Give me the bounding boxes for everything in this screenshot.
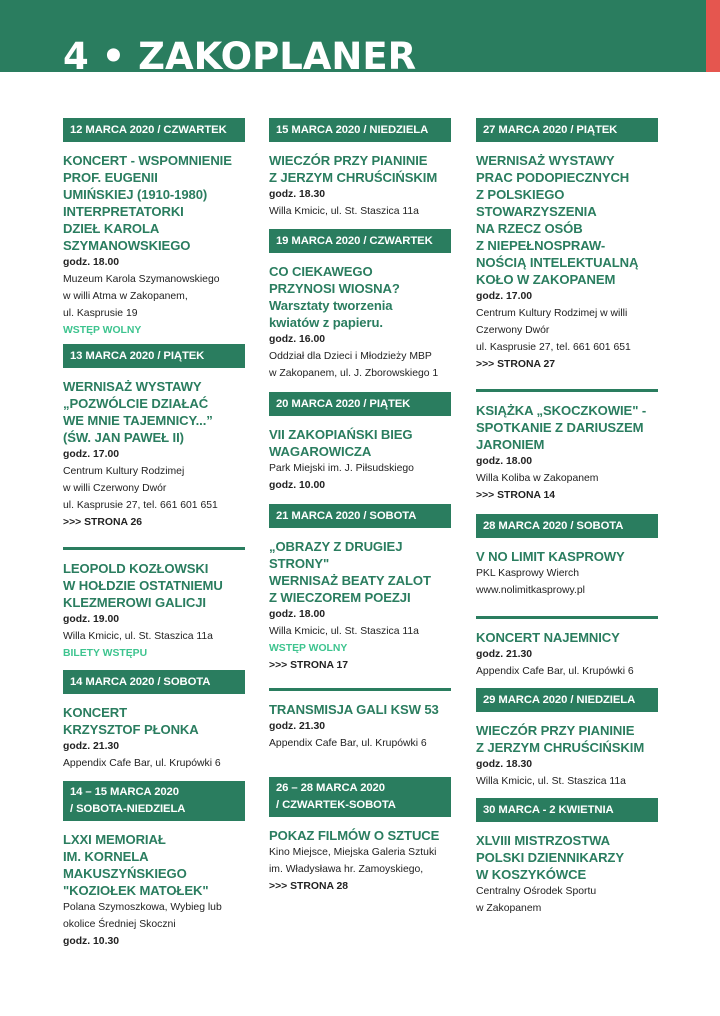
- event-divider: [63, 547, 245, 550]
- event-time: godz. 21.30: [63, 741, 120, 752]
- event-title-line: INTERPRETATORKI: [63, 204, 184, 219]
- event-time: godz. 18.00: [476, 456, 533, 467]
- event-title-line: NOŚCIĄ INTELEKTUALNĄ: [476, 255, 639, 270]
- event-title-line: STRONY": [269, 556, 330, 571]
- event-item: [269, 688, 451, 752]
- event-title-line: IM. KORNELA: [63, 849, 149, 864]
- event-page-reference: >>> STRONA 26: [63, 517, 143, 528]
- event-venue-line: Appendix Cafe Bar, ul. Krupówki 6: [269, 738, 427, 749]
- event-date-badge: 21 MARCA 2020 / SOBOTA: [269, 504, 451, 528]
- event-item: [269, 118, 451, 220]
- event-title-line: UMIŃSKIEJ (1910-1980): [63, 187, 208, 202]
- event-admission-note: BILETY WSTĘPU: [63, 648, 148, 659]
- event-title: [269, 701, 451, 718]
- event-item: [476, 688, 658, 790]
- event-title-line: W KOSZYKÓWCE: [476, 867, 587, 882]
- event-title: [269, 263, 451, 331]
- event-venue-line: okolice Średniej Skoczni: [63, 919, 176, 930]
- header-accent: [706, 0, 720, 72]
- event-venue-line: ul. Kasprusie 27, tel. 661 601 651: [63, 500, 218, 511]
- event-title-line: WE MNIE TAJEMNICY...”: [63, 413, 213, 428]
- event-title-line: WERNISAŻ BEATY ZALOT: [269, 573, 431, 588]
- event-title: [269, 538, 451, 606]
- event-title-line: PRZYNOSI WIOSNA?: [269, 281, 400, 296]
- event-time: godz. 18.30: [476, 759, 533, 770]
- event-date-badge: 27 MARCA 2020 / PIĄTEK: [476, 118, 658, 142]
- event-venue-line: ul. Kasprusie 27, tel. 661 601 651: [476, 342, 631, 353]
- event-time: godz. 21.30: [269, 721, 326, 732]
- event-title-line: SZYMANOWSKIEGO: [63, 238, 191, 253]
- event-title-line: KONCERT NAJEMNICY: [476, 630, 620, 645]
- event-title-line: V NO LIMIT KASPROWY: [476, 549, 625, 564]
- event-title-line: XLVIII MISTRZOSTWA: [476, 833, 610, 848]
- event-page-reference: >>> STRONA 28: [269, 881, 349, 892]
- event-title-line: MAKUSZYŃSKIEGO: [63, 866, 187, 881]
- event-title-line: PROF. EUGENII: [63, 170, 158, 185]
- event-item: [476, 389, 658, 504]
- event-title-line: „POZWÓLCIE DZIAŁAĆ: [63, 396, 209, 411]
- event-date-badge: 20 MARCA 2020 / PIĄTEK: [269, 392, 451, 416]
- event-title: [476, 722, 658, 756]
- event-page-reference: >>> STRONA 17: [269, 660, 349, 671]
- event-divider: [476, 616, 658, 619]
- event-venue-line: im. Władysława hr. Zamoyskiego,: [269, 864, 424, 875]
- event-title: [476, 402, 658, 453]
- event-title-line: POKAZ FILMÓW O SZTUCE: [269, 828, 440, 843]
- event-item: [476, 616, 658, 680]
- event-title-line: Warsztaty tworzenia: [269, 298, 393, 313]
- event-venue-line: Oddział dla Dzieci i Młodzieży MBP: [269, 351, 432, 362]
- event-page-reference: >>> STRONA 14: [476, 490, 556, 501]
- event-time: godz. 18.00: [269, 609, 326, 620]
- event-date-badge: 30 MARCA - 2 KWIETNIA: [476, 798, 658, 822]
- event-date-line: / SOBOTA-NIEDZIELA: [70, 803, 186, 815]
- event-time: godz. 10.30: [63, 936, 120, 947]
- event-title-line: Z JERZYM CHRUŚCIŃSKIM: [269, 170, 438, 185]
- event-item: [269, 504, 451, 674]
- event-venue-line: Willa Kmicic, ul. St. Staszica 11a: [476, 776, 626, 787]
- event-title: [269, 827, 451, 844]
- event-admission-note: WSTĘP WOLNY: [269, 643, 348, 654]
- event-title-line: Z WIECZOREM POEZJI: [269, 590, 411, 605]
- event-item: [63, 781, 245, 950]
- event-title: [269, 426, 451, 460]
- event-venue-line: w willi Atma w Zakopanem,: [63, 291, 188, 302]
- event-title-line: "KOZIOŁEK MATOŁEK": [63, 883, 209, 898]
- event-title: [63, 152, 245, 254]
- event-title: [63, 560, 245, 611]
- event-item: [476, 798, 658, 917]
- event-title-line: (ŚW. JAN PAWEŁ II): [63, 430, 184, 445]
- event-item: [63, 118, 245, 339]
- event-date-line: 26 – 28 MARCA 2020: [276, 782, 385, 794]
- event-title-line: WERNISAŻ WYSTAWY: [476, 153, 615, 168]
- event-title: [476, 629, 658, 646]
- event-title-line: KLEZMEROWI GALICJI: [63, 595, 206, 610]
- event-divider: [269, 688, 451, 691]
- event-time: godz. 21.30: [476, 649, 533, 660]
- event-title: [476, 832, 658, 883]
- event-venue-line: w willi Czerwony Dwór: [63, 483, 167, 494]
- event-title-line: WIECZÓR PRZY PIANINIE: [476, 723, 635, 738]
- event-venue-line: Willa Kmicic, ul. St. Staszica 11a: [269, 626, 419, 637]
- event-title-line: TRANSMISJA GALI KSW 53: [269, 702, 439, 717]
- event-venue-line: Kino Miejsce, Miejska Galeria Sztuki: [269, 847, 437, 858]
- event-venue-line: PKL Kasprowy Wierch: [476, 568, 579, 579]
- event-venue-line: Muzeum Karola Szymanowskiego: [63, 274, 220, 285]
- event-title-line: KONCERT - WSPOMNIENIE: [63, 153, 232, 168]
- event-time: godz. 17.00: [63, 449, 120, 460]
- event-title: [476, 548, 658, 565]
- event-title-line: KSIĄŻKA „SKOCZKOWIE" -: [476, 403, 647, 418]
- event-title-line: Z JERZYM CHRUŚCIŃSKIM: [476, 740, 645, 755]
- event-title-line: WERNISAŻ WYSTAWY: [63, 379, 202, 394]
- event-title-line: VII ZAKOPIAŃSKI BIEG: [269, 427, 413, 442]
- event-item: [476, 514, 658, 599]
- event-title-line: KOŁO W ZAKOPANEM: [476, 272, 616, 287]
- event-title: [63, 704, 245, 738]
- event-item: [63, 547, 245, 662]
- event-title-line: Z POLSKIEGO: [476, 187, 565, 202]
- event-venue-line: www.nolimitkasprowy.pl: [476, 585, 585, 596]
- event-venue-line: Centrum Kultury Rodzimej: [63, 466, 185, 477]
- event-title-line: PRAC PODOPIECZNYCH: [476, 170, 630, 185]
- event-title-line: NA RZECZ OSÓB: [476, 221, 583, 236]
- event-title-line: DZIEŁ KAROLA: [63, 221, 160, 236]
- page-title: 4 • ZAKOPLANER: [63, 35, 417, 72]
- event-title-line: WAGAROWICZA: [269, 444, 372, 459]
- event-admission-note: WSTĘP WOLNY: [63, 325, 142, 336]
- event-time: godz. 16.00: [269, 334, 326, 345]
- event-venue-line: w Zakopanem, ul. J. Zborowskiego 1: [269, 368, 439, 379]
- event-time: godz. 17.00: [476, 291, 533, 302]
- event-title-line: kwiatów z papieru.: [269, 315, 383, 330]
- event-time: godz. 18.00: [63, 257, 120, 268]
- event-title: [63, 378, 245, 446]
- event-title-line: KONCERT: [63, 705, 128, 720]
- event-title-line: CO CIEKAWEGO: [269, 264, 373, 279]
- event-venue-line: Willa Kmicic, ul. St. Staszica 11a: [63, 631, 213, 642]
- event-title-line: „OBRAZY Z DRUGIEJ: [269, 539, 403, 554]
- event-title-line: W HOŁDZIE OSTATNIEMU: [63, 578, 223, 593]
- event-title-line: WIECZÓR PRZY PIANINIE: [269, 153, 428, 168]
- event-date-badge: 14 MARCA 2020 / SOBOTA: [63, 670, 245, 694]
- event-date-badge: 19 MARCA 2020 / CZWARTEK: [269, 229, 451, 253]
- event-date-badge: 15 MARCA 2020 / NIEDZIELA: [269, 118, 451, 142]
- event-title-line: Z NIEPEŁNOSPRAW-: [476, 238, 606, 253]
- event-page-reference: >>> STRONA 27: [476, 359, 556, 370]
- event-divider: [476, 389, 658, 392]
- event-title-line: STOWARZYSZENIA: [476, 204, 597, 219]
- event-title-line: LEOPOLD KOZŁOWSKI: [63, 561, 209, 576]
- event-item: [269, 392, 451, 494]
- event-venue-line: Park Miejski im. J. Piłsudskiego: [269, 463, 414, 474]
- event-venue-line: Czerwony Dwór: [476, 325, 550, 336]
- event-date-badge: 12 MARCA 2020 / CZWARTEK: [63, 118, 245, 142]
- header-bar: [0, 0, 706, 72]
- event-item: [476, 118, 658, 373]
- event-venue-line: ul. Kasprusie 19: [63, 308, 138, 319]
- event-title: [63, 831, 245, 899]
- event-title: [476, 152, 658, 288]
- event-time: godz. 18.30: [269, 189, 326, 200]
- event-date-badge: 13 MARCA 2020 / PIĄTEK: [63, 344, 245, 368]
- event-item: [269, 777, 451, 895]
- event-date-line: / CZWARTEK-SOBOTA: [276, 799, 396, 811]
- event-date-badge: [269, 777, 451, 817]
- event-date-badge: [63, 781, 245, 821]
- event-time: godz. 19.00: [63, 614, 120, 625]
- event-venue-line: Appendix Cafe Bar, ul. Krupówki 6: [476, 666, 634, 677]
- event-venue-line: Polana Szymoszkowa, Wybieg lub: [63, 902, 222, 913]
- event-title-line: POLSKI DZIENNIKARZY: [476, 850, 624, 865]
- event-title-line: LXXI MEMORIAŁ: [63, 832, 166, 847]
- event-date-badge: 29 MARCA 2020 / NIEDZIELA: [476, 688, 658, 712]
- event-item: [269, 229, 451, 382]
- event-item: [63, 344, 245, 531]
- event-venue-line: w Zakopanem: [476, 903, 542, 914]
- event-venue-line: Appendix Cafe Bar, ul. Krupówki 6: [63, 758, 221, 769]
- event-venue-line: Willa Koliba w Zakopanem: [476, 473, 599, 484]
- event-item: [63, 670, 245, 772]
- event-title-line: SPOTKANIE Z DARIUSZEM: [476, 420, 644, 435]
- event-venue-line: Centralny Ośrodek Sportu: [476, 886, 597, 897]
- event-date-badge: 28 MARCA 2020 / SOBOTA: [476, 514, 658, 538]
- event-date-line: 14 – 15 MARCA 2020: [70, 786, 179, 798]
- event-venue-line: Centrum Kultury Rodzimej w willi: [476, 308, 628, 319]
- event-time: godz. 10.00: [269, 480, 326, 491]
- event-title: [269, 152, 451, 186]
- event-title-line: KRZYSZTOF PŁONKA: [63, 722, 199, 737]
- event-venue-line: Willa Kmicic, ul. St. Staszica 11a: [269, 206, 419, 217]
- event-title-line: JARONIEM: [476, 437, 545, 452]
